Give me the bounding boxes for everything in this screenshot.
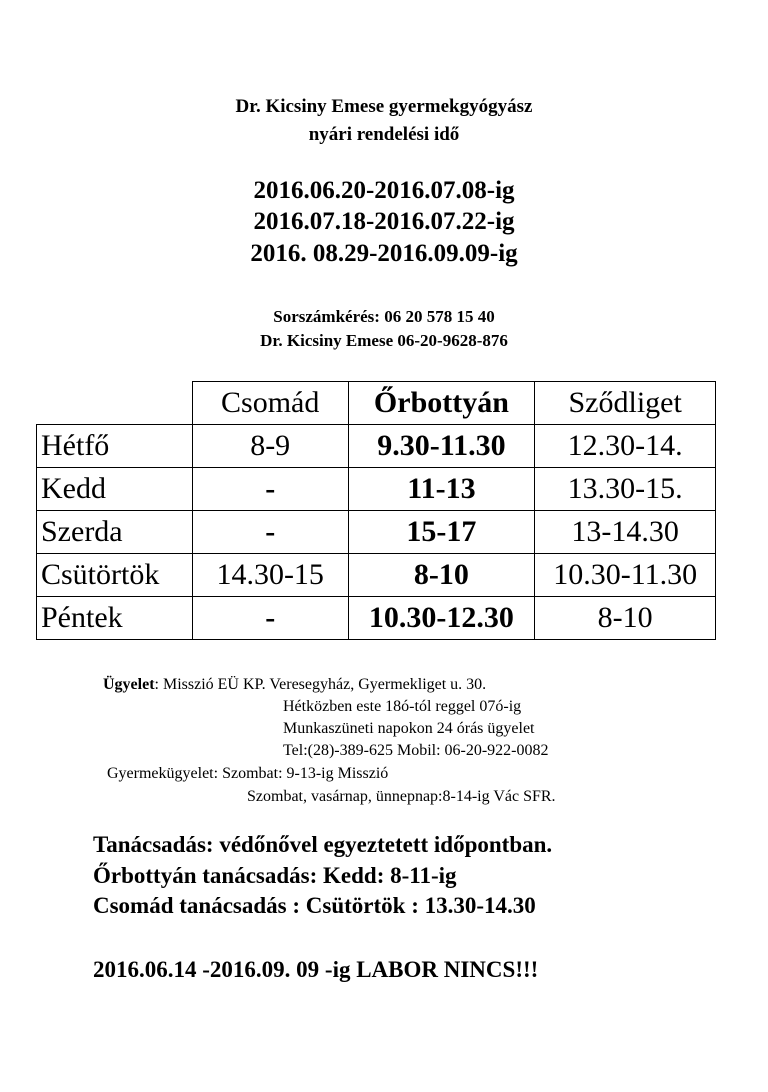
hours-cell: 8-10 (535, 597, 716, 640)
day-cell: Kedd (37, 468, 193, 511)
date-range: 2016. 08.29-2016.09.09-ig (250, 240, 518, 267)
column-header: Csomád (192, 382, 348, 425)
hours-cell: - (192, 597, 348, 640)
table-header-row (37, 382, 716, 425)
date-range: 2016.07.18-2016.07.22-ig (253, 208, 515, 235)
day-cell: Csütörtök (37, 554, 193, 597)
table-row (37, 511, 716, 554)
lab-notice: 2016.06.14 -2016.09. 09 -ig LABOR NINCS!!! (93, 957, 539, 982)
child-duty-line: Gyermekügyelet: Szombat: 9-13-ig Misszió (107, 765, 389, 782)
schedule-table (36, 381, 716, 640)
hours-cell: - (192, 511, 348, 554)
hours-cell: 8-9 (192, 425, 348, 468)
child-duty-weekend: Szombat, vasárnap, ünnepnap:8-14-ig Vác SFR. (247, 788, 556, 805)
duty-holiday: Munkaszüneti napokon 24 órás ügyelet (283, 720, 535, 737)
table-row (37, 554, 716, 597)
duty-line (103, 676, 486, 694)
appointment-phone: Sorszámkérés: 06 20 578 15 40 (273, 307, 495, 326)
advice-general: Tanácsadás: védőnővel egyeztetett időpontban. (93, 832, 553, 857)
doctor-title: Dr. Kicsiny Emese gyermekgyógyász (235, 96, 533, 117)
table-corner-cell (37, 382, 193, 425)
hours-cell: 10.30-12.30 (348, 597, 535, 640)
hours-cell: 8-10 (348, 554, 535, 597)
hours-cell: 11-13 (348, 468, 535, 511)
hours-cell: 14.30-15 (192, 554, 348, 597)
column-header: Sződliget (535, 382, 716, 425)
hours-cell: 9.30-11.30 (348, 425, 535, 468)
hours-cell: - (192, 468, 348, 511)
duty-label: Ügyelet (103, 676, 155, 693)
advice-orbottyan: Őrbottyán tanácsadás: Kedd: 8-11-ig (93, 863, 457, 888)
table-row (37, 468, 716, 511)
advice-csomad: Csomád tanácsadás : Csütörtök : 13.30-14.30 (93, 893, 536, 918)
hours-cell: 13.30-15. (535, 468, 716, 511)
column-header: Őrbottyán (348, 382, 535, 425)
hours-cell: 12.30-14. (535, 425, 716, 468)
duty-hours: Hétközben este 18ó-tól reggel 07ó-ig (283, 698, 522, 715)
hours-cell: 10.30-11.30 (535, 554, 716, 597)
schedule-subtitle: nyári rendelési idő (308, 124, 460, 145)
day-cell: Szerda (37, 511, 193, 554)
hours-cell: 13-14.30 (535, 511, 716, 554)
hours-cell: 15-17 (348, 511, 535, 554)
duty-phones: Tel:(28)-389-625 Mobil: 06-20-922-0082 (283, 742, 549, 759)
duty-address: : Misszió EÜ KP. Veresegyház, Gyermekliget u. 30. (154, 676, 487, 693)
day-cell: Péntek (37, 597, 193, 640)
table-row (37, 597, 716, 640)
table-row (37, 425, 716, 468)
date-range: 2016.06.20-2016.07.08-ig (253, 177, 515, 204)
doctor-phone: Dr. Kicsiny Emese 06-20-9628-876 (260, 331, 508, 350)
day-cell: Hétfő (37, 425, 193, 468)
